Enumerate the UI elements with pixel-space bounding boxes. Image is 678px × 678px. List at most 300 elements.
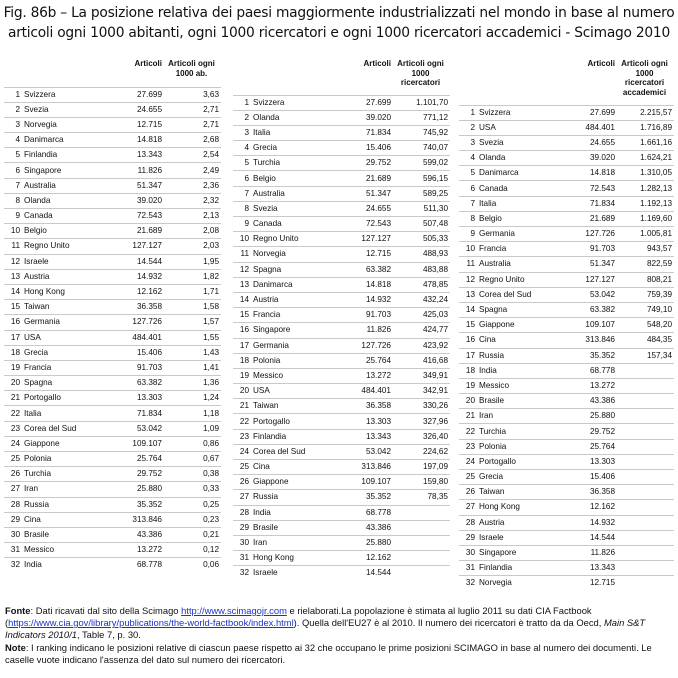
rank-cell: 17 xyxy=(233,338,251,353)
rank-cell: 27 xyxy=(4,482,22,497)
table-row xyxy=(459,470,674,485)
table-row xyxy=(233,353,450,368)
country-cell: Grecia xyxy=(477,470,557,485)
ratio-cell: 1,82 xyxy=(164,269,221,284)
articles-cell: 21.689 xyxy=(557,211,617,226)
articles-cell: 484.401 xyxy=(104,330,164,345)
articles-cell: 25.880 xyxy=(557,409,617,424)
ratio-cell: 511,30 xyxy=(393,201,450,216)
country-cell: Giappone xyxy=(22,436,104,451)
ratio-cell: 740,07 xyxy=(393,141,450,156)
table-row xyxy=(233,232,450,247)
ratio-cell xyxy=(617,454,674,469)
table-row xyxy=(233,414,450,429)
articles-cell: 11.826 xyxy=(104,163,164,178)
articles-cell: 109.107 xyxy=(557,318,617,333)
rank-cell: 22 xyxy=(459,424,477,439)
ratio-cell: 1.716,89 xyxy=(617,120,674,135)
country-cell: Germania xyxy=(22,315,104,330)
articles-cell: 14.932 xyxy=(333,292,393,307)
ratio-cell: 0,67 xyxy=(164,452,221,467)
ratio-cell: 424,77 xyxy=(393,323,450,338)
rank-cell: 17 xyxy=(459,348,477,363)
articles-cell: 127.127 xyxy=(557,272,617,287)
country-cell: Svizzera xyxy=(22,87,104,102)
articles-cell: 14.818 xyxy=(333,277,393,292)
rank-cell: 20 xyxy=(4,376,22,391)
articles-cell: 14.818 xyxy=(557,166,617,181)
table-row xyxy=(233,490,450,505)
articles-cell: 15.406 xyxy=(104,345,164,360)
ratio-cell: 1.624,21 xyxy=(617,151,674,166)
table-row xyxy=(459,135,674,150)
table-row xyxy=(459,302,674,317)
table-row xyxy=(459,181,674,196)
articles-cell: 27.699 xyxy=(557,105,617,120)
rank-cell: 21 xyxy=(233,399,251,414)
articles-cell: 24.655 xyxy=(333,201,393,216)
country-cell: Finlandia xyxy=(477,561,557,576)
rank-cell: 31 xyxy=(4,543,22,558)
table-row xyxy=(233,110,450,125)
rank-cell: 16 xyxy=(233,323,251,338)
note-text: : I ranking indicano le posizioni relative di ciascun paese rispetto ai 32 che occupano le prime posizioni SCIMAGO in base al numero dei documenti. Le caselle vuote indicano l'assenza del dato sul numero dei ricercatori. xyxy=(5,641,652,665)
country-cell: Australia xyxy=(22,178,104,193)
rank-cell: 18 xyxy=(459,363,477,378)
rank-cell: 32 xyxy=(459,576,477,591)
cia-factbook-link[interactable]: https://www.cia.gov/library/publications/the-world-factbook/index.html xyxy=(8,617,294,629)
ratio-cell xyxy=(393,505,450,520)
ratio-cell: 759,39 xyxy=(617,287,674,302)
ratio-cell xyxy=(617,409,674,424)
articles-cell: 14.544 xyxy=(333,566,393,581)
ratio-cell: 2,49 xyxy=(164,163,221,178)
rank-cell: 19 xyxy=(4,360,22,375)
rank-cell: 12 xyxy=(233,262,251,277)
country-cell: Danimarca xyxy=(22,133,104,148)
ratio-cell: 1.169,60 xyxy=(617,211,674,226)
column-header xyxy=(4,57,22,87)
country-cell: Polonia xyxy=(251,353,333,368)
country-cell: Norvegia xyxy=(477,576,557,591)
articles-cell: 14.544 xyxy=(557,530,617,545)
ratio-cell: 483,88 xyxy=(393,262,450,277)
ratio-cell: 589,25 xyxy=(393,186,450,201)
table-row xyxy=(4,376,221,391)
ratio-cell: 749,10 xyxy=(617,302,674,317)
articles-cell: 29.752 xyxy=(104,467,164,482)
articles-cell: 127.127 xyxy=(333,232,393,247)
country-cell: Olanda xyxy=(477,151,557,166)
articles-cell: 484.401 xyxy=(557,120,617,135)
rank-cell: 9 xyxy=(459,227,477,242)
source-label: Fonte xyxy=(5,605,31,616)
ratio-cell xyxy=(617,530,674,545)
data-table xyxy=(459,57,674,591)
table-row xyxy=(4,391,221,406)
figure-title: Fig. 86b – La posizione relativa dei paesi maggiormente industrializzati nel mondo in base al numero articoli ogni 1000 abitanti, ogni 1000 ricercatori e ogni 1000 ricercatori accademici - Scimago 2010 xyxy=(3,5,675,41)
articles-cell: 13.303 xyxy=(104,391,164,406)
articles-cell: 43.386 xyxy=(557,394,617,409)
articles-cell: 72.543 xyxy=(104,209,164,224)
table-row xyxy=(233,95,450,110)
ratio-cell xyxy=(617,515,674,530)
table-row xyxy=(459,196,674,211)
scimago-link[interactable]: http://www.scimagojr.com xyxy=(181,605,287,616)
country-cell: Iran xyxy=(251,535,333,550)
articles-cell: 25.764 xyxy=(557,439,617,454)
rank-cell: 16 xyxy=(459,333,477,348)
rank-cell: 29 xyxy=(233,520,251,535)
ratio-cell: 0,12 xyxy=(164,543,221,558)
table-row xyxy=(4,436,221,451)
articles-cell: 12.715 xyxy=(333,247,393,262)
table-row xyxy=(233,566,450,581)
ratio-cell xyxy=(617,485,674,500)
ratio-cell: 808,21 xyxy=(617,272,674,287)
ratio-cell: 0,23 xyxy=(164,512,221,527)
articles-cell: 35.352 xyxy=(557,348,617,363)
country-cell: Svezia xyxy=(477,135,557,150)
country-cell: Svizzera xyxy=(477,105,557,120)
rank-cell: 9 xyxy=(233,217,251,232)
table-row xyxy=(4,467,221,482)
ratio-cell: 1,24 xyxy=(164,391,221,406)
table-row xyxy=(4,315,221,330)
country-cell: Svezia xyxy=(22,102,104,117)
ratio-cell xyxy=(617,576,674,591)
ratio-cell: 1.282,13 xyxy=(617,181,674,196)
rank-cell: 31 xyxy=(459,561,477,576)
ratio-cell: 349,91 xyxy=(393,368,450,383)
table-row xyxy=(233,277,450,292)
ratio-cell: 0,21 xyxy=(164,527,221,542)
country-cell: Brasile xyxy=(22,527,104,542)
table-row xyxy=(233,125,450,140)
ratio-cell: 423,92 xyxy=(393,338,450,353)
country-cell: Austria xyxy=(477,515,557,530)
country-cell: Austria xyxy=(22,269,104,284)
ratio-cell: 2,71 xyxy=(164,102,221,117)
country-cell: Giappone xyxy=(251,475,333,490)
table-row xyxy=(233,535,450,550)
country-cell: Polonia xyxy=(22,452,104,467)
table-row xyxy=(4,497,221,512)
rank-cell: 18 xyxy=(4,345,22,360)
articles-cell: 11.826 xyxy=(333,323,393,338)
country-cell: Singapore xyxy=(477,545,557,560)
ratio-cell: 478,85 xyxy=(393,277,450,292)
ratio-cell: 3,63 xyxy=(164,87,221,102)
rank-cell: 2 xyxy=(233,110,251,125)
articles-cell: 24.655 xyxy=(557,135,617,150)
column-header xyxy=(233,57,251,95)
rank-cell: 8 xyxy=(233,201,251,216)
articles-cell: 11.826 xyxy=(557,545,617,560)
table-row xyxy=(4,360,221,375)
column-header: Articoli xyxy=(134,59,162,68)
column-header: Articoli ogni 1000 ricercatori xyxy=(397,59,444,87)
articles-cell: 127.127 xyxy=(104,239,164,254)
table-row xyxy=(459,439,674,454)
articles-cell: 53.042 xyxy=(104,421,164,436)
ratio-cell: 822,59 xyxy=(617,257,674,272)
country-cell: Corea del Sud xyxy=(22,421,104,436)
ratio-cell: 1,09 xyxy=(164,421,221,436)
articles-cell: 36.358 xyxy=(333,399,393,414)
table-row xyxy=(233,475,450,490)
ratio-cell: 484,35 xyxy=(617,333,674,348)
country-cell: Singapore xyxy=(251,323,333,338)
table-row xyxy=(459,394,674,409)
rank-cell: 11 xyxy=(459,257,477,272)
articles-cell: 127.726 xyxy=(104,315,164,330)
table-row xyxy=(233,292,450,307)
articles-cell: 109.107 xyxy=(333,475,393,490)
source-text-2: e rielaborati.La popolazione è stimata al luglio 2011 su dati CIA Factbook ( xyxy=(5,605,592,629)
country-cell: Turchia xyxy=(22,467,104,482)
table-row xyxy=(4,193,221,208)
table-row xyxy=(4,543,221,558)
country-cell: India xyxy=(477,363,557,378)
ratio-cell xyxy=(393,520,450,535)
ratio-cell: 0,38 xyxy=(164,467,221,482)
table-row xyxy=(459,454,674,469)
rank-cell: 13 xyxy=(459,287,477,302)
articles-cell: 35.352 xyxy=(333,490,393,505)
table-row xyxy=(4,330,221,345)
ratio-cell xyxy=(617,363,674,378)
country-cell: Spagna xyxy=(251,262,333,277)
rank-cell: 2 xyxy=(4,102,22,117)
articles-cell: 51.347 xyxy=(557,257,617,272)
table-row xyxy=(4,209,221,224)
country-cell: Italia xyxy=(22,406,104,421)
articles-cell: 15.406 xyxy=(333,141,393,156)
table-row xyxy=(4,269,221,284)
country-cell: Canada xyxy=(22,209,104,224)
rank-cell: 4 xyxy=(4,133,22,148)
articles-cell: 13.303 xyxy=(333,414,393,429)
country-cell: Finlandia xyxy=(22,148,104,163)
ratio-cell: 2,08 xyxy=(164,224,221,239)
articles-cell: 51.347 xyxy=(333,186,393,201)
ratio-cell: 78,35 xyxy=(393,490,450,505)
ratio-cell: 159,80 xyxy=(393,475,450,490)
table-row xyxy=(233,247,450,262)
country-cell: Danimarca xyxy=(477,166,557,181)
table-row xyxy=(459,409,674,424)
ratio-cell: 596,15 xyxy=(393,171,450,186)
rank-cell: 16 xyxy=(4,315,22,330)
country-cell: Taiwan xyxy=(477,485,557,500)
table-row xyxy=(459,530,674,545)
articles-cell: 109.107 xyxy=(104,436,164,451)
ratio-cell xyxy=(393,566,450,581)
ratio-cell xyxy=(393,551,450,566)
articles-cell: 63.382 xyxy=(333,262,393,277)
table-per-inhabitants xyxy=(4,57,221,573)
country-cell: Svezia xyxy=(251,201,333,216)
ratio-cell: 771,12 xyxy=(393,110,450,125)
rank-cell: 26 xyxy=(459,485,477,500)
table-row xyxy=(459,257,674,272)
rank-cell: 3 xyxy=(233,125,251,140)
table-row xyxy=(233,186,450,201)
table-row xyxy=(459,272,674,287)
table-row xyxy=(4,527,221,542)
country-cell: Messico xyxy=(477,378,557,393)
rank-cell: 32 xyxy=(233,566,251,581)
table-per-researchers xyxy=(233,57,450,581)
country-cell: Austria xyxy=(251,292,333,307)
table-row xyxy=(233,505,450,520)
rank-cell: 20 xyxy=(459,394,477,409)
country-cell: Cina xyxy=(22,512,104,527)
country-cell: Francia xyxy=(251,308,333,323)
rank-cell: 6 xyxy=(459,181,477,196)
table-row xyxy=(233,201,450,216)
articles-cell: 91.703 xyxy=(104,360,164,375)
rank-cell: 14 xyxy=(459,302,477,317)
table-row xyxy=(4,224,221,239)
country-cell: Spagna xyxy=(22,376,104,391)
column-header xyxy=(477,57,557,105)
country-cell: Messico xyxy=(251,368,333,383)
rank-cell: 23 xyxy=(233,429,251,444)
table-row xyxy=(4,163,221,178)
country-cell: Germania xyxy=(251,338,333,353)
ratio-cell: 1,55 xyxy=(164,330,221,345)
source-note xyxy=(5,605,673,642)
articles-cell: 12.715 xyxy=(104,117,164,132)
country-cell: Brasile xyxy=(251,520,333,535)
ratio-cell: 2.215,57 xyxy=(617,105,674,120)
country-cell: Iran xyxy=(477,409,557,424)
table-row xyxy=(4,133,221,148)
ratio-cell: 416,68 xyxy=(393,353,450,368)
rank-cell: 10 xyxy=(233,232,251,247)
country-cell: Messico xyxy=(22,543,104,558)
rank-cell: 28 xyxy=(4,497,22,512)
rank-cell: 25 xyxy=(4,452,22,467)
articles-cell: 12.715 xyxy=(557,576,617,591)
rank-cell: 7 xyxy=(4,178,22,193)
table-row xyxy=(459,424,674,439)
table-row xyxy=(4,239,221,254)
ratio-cell: 1.192,13 xyxy=(617,196,674,211)
rank-cell: 29 xyxy=(4,512,22,527)
articles-cell: 35.352 xyxy=(104,497,164,512)
articles-cell: 13.343 xyxy=(104,148,164,163)
table-row xyxy=(233,384,450,399)
rank-cell: 4 xyxy=(459,151,477,166)
ratio-cell: 1.661,16 xyxy=(617,135,674,150)
table-row xyxy=(4,87,221,102)
rank-cell: 1 xyxy=(459,105,477,120)
column-header: Articoli ogni 1000 ricercatori accademici xyxy=(621,59,668,97)
articles-cell: 39.020 xyxy=(333,110,393,125)
ratio-cell: 1,57 xyxy=(164,315,221,330)
rank-cell: 28 xyxy=(459,515,477,530)
ratio-cell xyxy=(617,545,674,560)
rank-cell: 10 xyxy=(4,224,22,239)
column-header: Articoli xyxy=(363,59,391,68)
table-row xyxy=(459,378,674,393)
rank-cell: 11 xyxy=(233,247,251,262)
table-row xyxy=(4,421,221,436)
ratio-cell xyxy=(617,394,674,409)
country-cell: Belgio xyxy=(251,171,333,186)
articles-cell: 63.382 xyxy=(104,376,164,391)
country-cell: Grecia xyxy=(251,141,333,156)
ratio-cell: 745,92 xyxy=(393,125,450,140)
country-cell: Israele xyxy=(477,530,557,545)
table-row xyxy=(233,444,450,459)
articles-cell: 72.543 xyxy=(333,217,393,232)
articles-cell: 14.932 xyxy=(104,269,164,284)
ratio-cell: 224,62 xyxy=(393,444,450,459)
country-cell: Francia xyxy=(22,360,104,375)
articles-cell: 12.162 xyxy=(557,500,617,515)
country-cell: Israele xyxy=(251,566,333,581)
ratio-cell: 505,33 xyxy=(393,232,450,247)
country-cell: Belgio xyxy=(477,211,557,226)
country-cell: Turchia xyxy=(251,156,333,171)
ratio-cell xyxy=(617,424,674,439)
column-header xyxy=(251,57,333,95)
articles-cell: 91.703 xyxy=(557,242,617,257)
country-cell: Regno Unito xyxy=(251,232,333,247)
ratio-cell: 2,03 xyxy=(164,239,221,254)
ratio-cell: 330,26 xyxy=(393,399,450,414)
notes xyxy=(5,605,673,666)
table-row xyxy=(459,348,674,363)
country-cell: Portogallo xyxy=(251,414,333,429)
country-cell: India xyxy=(251,505,333,520)
articles-cell: 68.778 xyxy=(333,505,393,520)
articles-cell: 127.726 xyxy=(333,338,393,353)
table-row xyxy=(4,558,221,573)
country-cell: Finlandia xyxy=(251,429,333,444)
table-row xyxy=(459,485,674,500)
country-cell: Olanda xyxy=(22,193,104,208)
ratio-cell: 1,43 xyxy=(164,345,221,360)
rank-cell: 7 xyxy=(233,186,251,201)
country-cell: Regno Unito xyxy=(477,272,557,287)
articles-cell: 39.020 xyxy=(104,193,164,208)
articles-cell: 39.020 xyxy=(557,151,617,166)
country-cell: Regno Unito xyxy=(22,239,104,254)
rank-cell: 27 xyxy=(233,490,251,505)
country-cell: Francia xyxy=(477,242,557,257)
articles-cell: 13.272 xyxy=(557,378,617,393)
rank-cell: 24 xyxy=(459,454,477,469)
table-row xyxy=(4,300,221,315)
country-cell: Australia xyxy=(251,186,333,201)
ratio-cell xyxy=(617,439,674,454)
articles-cell: 36.358 xyxy=(104,300,164,315)
column-header xyxy=(22,57,104,87)
table-row xyxy=(459,211,674,226)
country-cell: Canada xyxy=(251,217,333,232)
rank-cell: 23 xyxy=(4,421,22,436)
articles-cell: 71.834 xyxy=(333,125,393,140)
ratio-cell xyxy=(617,500,674,515)
ratio-cell xyxy=(393,535,450,550)
rank-cell: 25 xyxy=(459,470,477,485)
articles-cell: 14.932 xyxy=(557,515,617,530)
